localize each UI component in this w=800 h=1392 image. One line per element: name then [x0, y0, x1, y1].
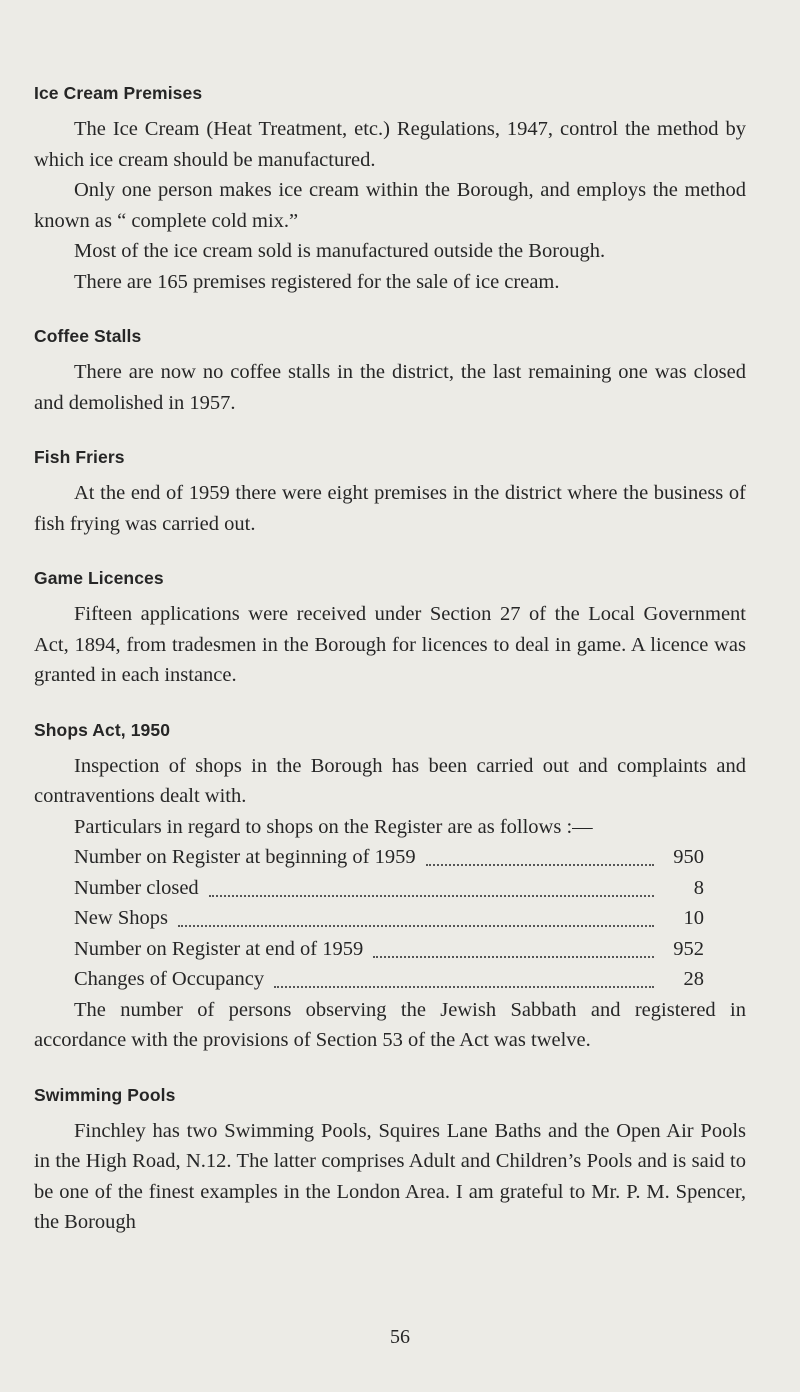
list-item	[34, 964, 704, 995]
section-heading: Swimming Pools	[34, 1084, 176, 1105]
paragraph: Particulars in regard to shops on the Register are as follows :—	[74, 815, 593, 838]
shops-register-list	[34, 842, 746, 995]
list-item	[34, 873, 704, 904]
list-item-value: 952	[673, 937, 704, 960]
section-heading: Coffee Stalls	[34, 326, 142, 346]
section-heading: Fish Friers	[34, 447, 125, 467]
paragraph: Fifteen applications were received under Section 27 of the Local Government Act, 1894, from tradesmen in the Borough for licences to deal in game. A licence was granted in each instance.	[34, 603, 746, 686]
list-item-label: Changes of Occupancy	[74, 968, 265, 990]
dot-leader	[426, 852, 654, 866]
list-item-value: 10	[683, 907, 704, 929]
paragraph: Finchley has two Swimming Pools, Squires Lane Baths and the Open Air Pools in the High Road, N.12. The latter comprises Adult and Children’s Pools and is said to be one of the finest examples in the London Area. I am grateful to Mr. P. M. Spencer, the Borough	[34, 1119, 746, 1233]
paragraph: At the end of 1959 there were eight premises in the district where the business of fish frying was carried out.	[34, 482, 746, 535]
section-heading: Game Licences	[34, 568, 164, 588]
section-coffee-stalls	[34, 321, 746, 418]
section-heading: Ice Cream Premises	[34, 83, 203, 103]
paragraph: Most of the ice cream sold is manufactured outside the Borough.	[74, 240, 606, 262]
list-item	[34, 934, 704, 965]
list-item-value: 28	[683, 968, 704, 990]
paragraph: Only one person makes ice cream within the Borough, and employs the method known as “ complete cold mix.”	[34, 179, 746, 232]
list-item-value: 8	[693, 876, 704, 899]
section-fish-friers	[34, 442, 746, 539]
list-item-label: Number on Register at beginning of 1959	[74, 846, 416, 868]
list-item	[34, 842, 704, 873]
dot-leader	[373, 944, 654, 958]
paragraph: The Ice Cream (Heat Treatment, etc.) Regulations, 1947, control the method by which ice cream should be manufactured.	[34, 118, 746, 171]
section-ice-cream	[34, 78, 746, 297]
dot-leader	[178, 913, 654, 927]
paragraph: There are 165 premises registered for the sale of ice cream.	[74, 270, 560, 293]
paragraph: There are now no coffee stalls in the district, the last remaining one was closed and demolished in 1957.	[34, 361, 746, 414]
section-shops-act	[34, 715, 746, 1056]
section-game-licences	[34, 563, 746, 691]
list-item-label: Number closed	[74, 876, 199, 899]
paragraph: The number of persons observing the Jewish Sabbath and registered in accordance with the provisions of Section 53 of the Act was twelve.	[34, 998, 746, 1051]
page-number: 56	[390, 1326, 410, 1348]
section-swimming-pools	[34, 1080, 746, 1238]
dot-leader	[274, 974, 654, 988]
document-page	[34, 78, 746, 1262]
list-item-label: Number on Register at end of 1959	[74, 937, 364, 960]
dot-leader	[209, 883, 654, 897]
list-item-label: New Shops	[74, 907, 168, 929]
section-heading: Shops Act, 1950	[34, 719, 171, 740]
paragraph: Inspection of shops in the Borough has been carried out and complaints and contraventions dealt with.	[34, 754, 746, 807]
list-item	[34, 903, 704, 934]
list-item-value: 950	[673, 846, 704, 868]
